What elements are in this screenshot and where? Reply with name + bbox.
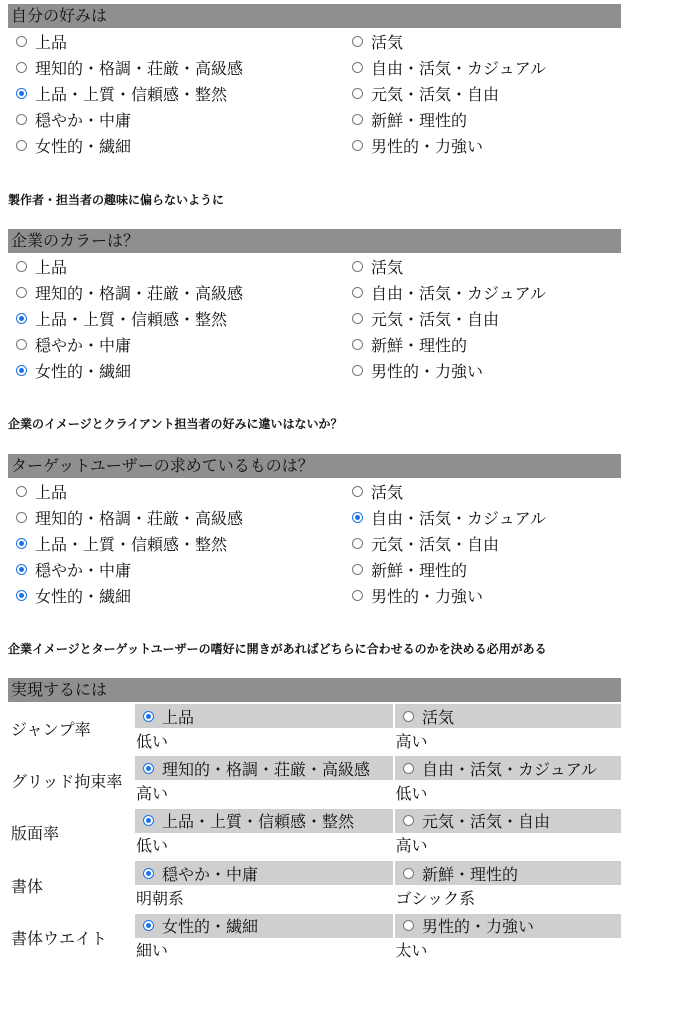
row-cells — [135, 807, 621, 859]
radio-option[interactable] — [344, 80, 621, 106]
radio-button[interactable] — [16, 114, 27, 125]
radio-button[interactable] — [403, 711, 414, 722]
row-label: グリッド拘束率 — [11, 772, 123, 792]
sub-label-right: ゴシック系 — [395, 888, 476, 908]
sub-label-left: 細い — [136, 941, 169, 961]
radio-option[interactable] — [8, 133, 344, 159]
radio-label: 女性的・繊細 — [35, 587, 132, 607]
options-grid — [8, 478, 621, 609]
row-sub-labels — [135, 938, 621, 962]
radio-pair — [135, 809, 621, 833]
radio-pair — [135, 914, 621, 938]
radio-label: 元気・活気・自由 — [371, 309, 500, 329]
row-label: ジャンプ率 — [11, 719, 91, 739]
radio-button[interactable] — [16, 140, 27, 151]
radio-button[interactable] — [403, 920, 414, 931]
radio-option[interactable] — [344, 358, 621, 384]
sub-label-right: 太い — [395, 941, 428, 961]
sub-label-right: 低い — [395, 783, 428, 803]
radio-option[interactable] — [8, 583, 344, 609]
options-right — [344, 28, 621, 159]
radio-label: 女性的・繊細 — [35, 137, 132, 157]
row-sub-labels — [135, 780, 621, 804]
radio-label: 穏やか・中庸 — [35, 336, 132, 356]
realize-row — [8, 754, 621, 806]
radio-button[interactable] — [16, 62, 27, 73]
radio-option[interactable] — [344, 54, 621, 80]
radio-label: 新鮮・理性的 — [422, 864, 519, 884]
sub-label-left: 高い — [136, 783, 169, 803]
radio-button[interactable] — [352, 564, 363, 575]
row-sub-labels — [135, 885, 621, 909]
options-left — [8, 28, 344, 159]
radio-option[interactable] — [8, 478, 344, 504]
radio-option[interactable] — [395, 914, 621, 938]
radio-label: 上品・上質・信頼感・整然 — [162, 812, 355, 832]
radio-label: 上品 — [162, 707, 195, 727]
radio-button[interactable] — [352, 538, 363, 549]
radio-option[interactable] — [8, 358, 344, 384]
radio-label: 活気 — [371, 257, 404, 277]
row-label: 版面率 — [11, 824, 60, 844]
radio-button[interactable] — [352, 287, 363, 298]
radio-label: 活気 — [422, 707, 455, 727]
radio-button[interactable] — [16, 36, 27, 47]
radio-label: 理知的・格調・荘厳・高級感 — [162, 759, 371, 779]
realize-rows — [8, 702, 621, 964]
radio-button[interactable] — [16, 486, 27, 497]
radio-button[interactable] — [16, 313, 27, 324]
radio-label: 穏やか・中庸 — [35, 561, 132, 581]
radio-label: 自由・活気・カジュアル — [422, 759, 598, 779]
radio-button[interactable] — [352, 261, 363, 272]
radio-option[interactable] — [135, 756, 393, 780]
radio-label: 新鮮・理性的 — [371, 336, 468, 356]
radio-button[interactable] — [403, 763, 414, 774]
radio-button[interactable] — [16, 512, 27, 523]
section-company-color — [8, 229, 621, 384]
radio-label: 男性的・力強い — [371, 587, 484, 607]
radio-option[interactable] — [344, 133, 621, 159]
radio-option[interactable] — [135, 914, 393, 938]
radio-label: 新鮮・理性的 — [371, 561, 468, 581]
options-right — [344, 253, 621, 384]
radio-label: 自由・活気・カジュアル — [371, 508, 547, 528]
radio-button[interactable] — [352, 88, 363, 99]
row-cells — [135, 859, 621, 911]
radio-label: 自由・活気・カジュアル — [371, 58, 547, 78]
radio-option[interactable] — [395, 704, 621, 728]
radio-option[interactable] — [395, 861, 621, 885]
radio-option[interactable] — [8, 332, 344, 358]
radio-button[interactable] — [352, 36, 363, 47]
options-left — [8, 253, 344, 384]
options-grid — [8, 253, 621, 384]
section-note: 企業イメージとターゲットユーザーの嗜好に開きがあればどちらに合わせるのかを決める必用がある — [8, 642, 547, 656]
radio-label: 活気 — [371, 482, 404, 502]
radio-button[interactable] — [16, 261, 27, 272]
radio-button[interactable] — [16, 590, 27, 601]
section-self-preference — [8, 4, 621, 159]
row-sub-labels — [135, 728, 621, 752]
row-cells — [135, 702, 621, 754]
section-realize — [8, 678, 621, 964]
radio-button[interactable] — [352, 339, 363, 350]
sub-label-left: 明朝系 — [136, 888, 185, 908]
radio-button[interactable] — [143, 815, 154, 826]
radio-label: 上品・上質・信頼感・整然 — [35, 309, 228, 329]
row-label: 書体ウエイト — [11, 929, 108, 949]
row-cells — [135, 754, 621, 806]
radio-option[interactable] — [344, 557, 621, 583]
radio-label: 新鮮・理性的 — [371, 111, 468, 131]
radio-option[interactable] — [8, 530, 344, 556]
radio-label: 男性的・力強い — [371, 362, 484, 382]
radio-button[interactable] — [16, 564, 27, 575]
radio-option[interactable] — [344, 28, 621, 54]
radio-label: 上品 — [35, 257, 68, 277]
row-sub-labels — [135, 833, 621, 857]
radio-option[interactable] — [8, 28, 344, 54]
row-label: 書体 — [11, 876, 44, 896]
section-title: 自分の好みは — [8, 4, 621, 28]
section-target-user — [8, 454, 621, 609]
realize-row — [8, 807, 621, 859]
radio-button[interactable] — [352, 486, 363, 497]
radio-button[interactable] — [143, 868, 154, 879]
radio-label: 上品・上質・信頼感・整然 — [35, 534, 228, 554]
radio-option[interactable] — [344, 583, 621, 609]
radio-button[interactable] — [16, 287, 27, 298]
radio-option[interactable] — [344, 504, 621, 530]
radio-option[interactable] — [8, 504, 344, 530]
radio-option[interactable] — [8, 107, 344, 133]
radio-option[interactable] — [344, 305, 621, 331]
radio-option[interactable] — [8, 253, 344, 279]
radio-pair — [135, 704, 621, 728]
radio-pair — [135, 861, 621, 885]
radio-button[interactable] — [352, 512, 363, 523]
radio-label: 元気・活気・自由 — [422, 812, 551, 832]
radio-option[interactable] — [344, 530, 621, 556]
realize-row — [8, 912, 621, 964]
radio-label: 理知的・格調・荘厳・高級感 — [35, 508, 244, 528]
sub-label-right: 高い — [395, 731, 428, 751]
radio-label: 理知的・格調・荘厳・高級感 — [35, 283, 244, 303]
radio-button[interactable] — [352, 140, 363, 151]
radio-option[interactable] — [344, 478, 621, 504]
radio-button[interactable] — [16, 365, 27, 376]
radio-option[interactable] — [8, 54, 344, 80]
radio-option[interactable] — [344, 279, 621, 305]
radio-label: 男性的・力強い — [422, 917, 535, 937]
section-title: 実現するには — [8, 678, 621, 702]
row-cells — [135, 912, 621, 964]
radio-option[interactable] — [395, 809, 621, 833]
radio-button[interactable] — [143, 711, 154, 722]
radio-label: 上品・上質・信頼感・整然 — [35, 84, 228, 104]
radio-option[interactable] — [8, 305, 344, 331]
radio-label: 穏やか・中庸 — [35, 111, 132, 131]
options-right — [344, 478, 621, 609]
options-grid — [8, 28, 621, 159]
radio-option[interactable] — [344, 107, 621, 133]
realize-row — [8, 859, 621, 911]
radio-button[interactable] — [352, 365, 363, 376]
radio-option[interactable] — [135, 704, 393, 728]
radio-button[interactable] — [352, 590, 363, 601]
radio-button[interactable] — [143, 920, 154, 931]
radio-label: 活気 — [371, 32, 404, 52]
radio-button[interactable] — [352, 114, 363, 125]
section-note: 製作者・担当者の趣味に偏らないように — [8, 193, 225, 207]
radio-button[interactable] — [16, 88, 27, 99]
radio-label: 上品 — [35, 482, 68, 502]
sub-label-right: 高い — [395, 836, 428, 856]
realize-row — [8, 702, 621, 754]
radio-label: 女性的・繊細 — [162, 917, 259, 937]
radio-button[interactable] — [143, 763, 154, 774]
sub-label-left: 低い — [136, 731, 169, 751]
radio-button[interactable] — [16, 339, 27, 350]
radio-label: 穏やか・中庸 — [162, 864, 259, 884]
radio-button[interactable] — [16, 538, 27, 549]
radio-option[interactable] — [135, 809, 393, 833]
radio-button[interactable] — [403, 815, 414, 826]
section-note: 企業のイメージとクライアント担当者の好みに違いはないか？ — [8, 417, 343, 431]
section-title: ターゲットユーザーの求めているものは？ — [8, 454, 621, 478]
radio-option[interactable] — [344, 253, 621, 279]
section-title: 企業のカラーは？ — [8, 229, 621, 253]
radio-button[interactable] — [403, 868, 414, 879]
radio-button[interactable] — [352, 313, 363, 324]
radio-option[interactable] — [135, 861, 393, 885]
radio-option[interactable] — [395, 756, 621, 780]
radio-label: 女性的・繊細 — [35, 362, 132, 382]
sub-label-left: 低い — [136, 836, 169, 856]
radio-button[interactable] — [352, 62, 363, 73]
radio-label: 上品 — [35, 32, 68, 52]
radio-option[interactable] — [8, 557, 344, 583]
options-left — [8, 478, 344, 609]
radio-option[interactable] — [8, 80, 344, 106]
radio-label: 理知的・格調・荘厳・高級感 — [35, 58, 244, 78]
radio-option[interactable] — [8, 279, 344, 305]
radio-label: 元気・活気・自由 — [371, 534, 500, 554]
radio-label: 元気・活気・自由 — [371, 84, 500, 104]
radio-label: 男性的・力強い — [371, 137, 484, 157]
radio-pair — [135, 756, 621, 780]
radio-label: 自由・活気・カジュアル — [371, 283, 547, 303]
radio-option[interactable] — [344, 332, 621, 358]
